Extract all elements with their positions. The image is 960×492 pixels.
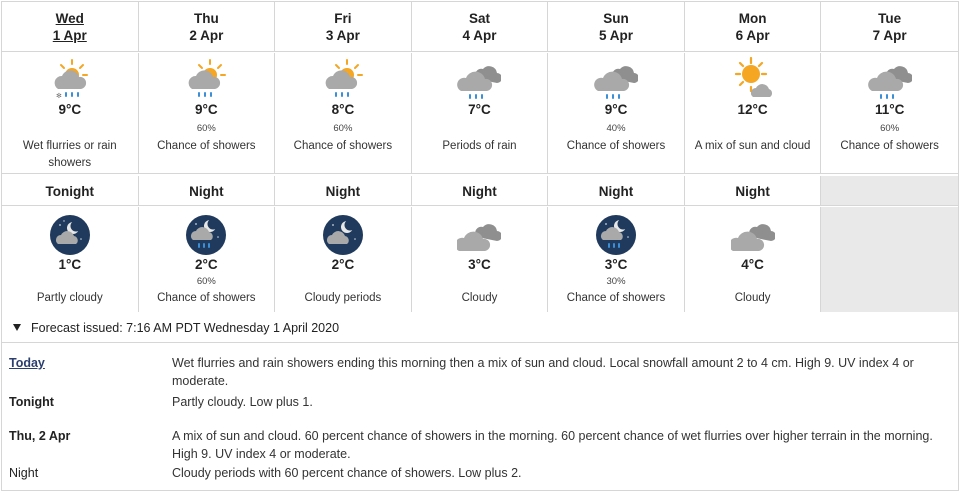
day-header-2 — [275, 2, 412, 51]
cloud-icon — [731, 213, 775, 257]
night-label: Night — [598, 184, 634, 199]
day-name: Sun — [603, 11, 629, 26]
night-header-5 — [685, 176, 822, 205]
night-header-empty — [821, 176, 958, 205]
night-label: Night — [735, 184, 770, 199]
day-forecast-row — [2, 53, 958, 174]
night-header-1 — [139, 176, 276, 205]
night-header-row — [2, 176, 958, 206]
night-header-3 — [412, 176, 549, 205]
precip-chance: 60% — [880, 123, 900, 134]
condition-text: Cloudy — [461, 292, 498, 304]
moon-cloud-icon — [48, 213, 92, 257]
day-cell-6 — [821, 53, 958, 173]
night-forecast-row — [2, 207, 958, 312]
night-low-temp: 3°C — [468, 257, 491, 272]
condition-text: Cloudy periods — [304, 292, 382, 304]
day-header-4 — [548, 2, 685, 51]
period-label: Tonight — [9, 395, 54, 409]
day-date[interactable]: 1 Apr — [52, 28, 87, 43]
cloud-rain-icon — [868, 57, 912, 101]
day-high-temp: 9°C — [195, 102, 218, 117]
day-name: Sat — [468, 11, 490, 26]
precip-chance: 60% — [196, 276, 216, 287]
day-name: Thu — [193, 11, 219, 26]
day-header-5 — [685, 2, 822, 51]
condition-text: Chance of showers — [293, 140, 393, 152]
night-header-4 — [548, 176, 685, 205]
night-low-temp: 2°C — [331, 257, 355, 272]
day-header-1 — [139, 2, 276, 51]
night-cell-4 — [548, 207, 685, 312]
night-cell-0 — [2, 207, 139, 312]
night-low-temp: 1°C — [58, 257, 82, 272]
day-date: 3 Apr — [325, 28, 360, 43]
day-date: 4 Apr — [462, 28, 497, 43]
night-cell-1 — [139, 207, 276, 312]
day-high-temp: 12°C — [737, 102, 768, 117]
day-high-temp: 8°C — [331, 102, 355, 117]
sun-cloud-rain-snow-icon — [48, 57, 92, 101]
day-cell-0 — [2, 53, 139, 173]
condition-text: Chance of showers — [157, 292, 256, 304]
night-low-temp: 3°C — [604, 257, 628, 272]
night-cell-5 — [685, 207, 822, 312]
day-date: 2 Apr — [189, 28, 224, 43]
night-label: Night — [462, 184, 497, 199]
day-name: Tue — [878, 11, 902, 26]
night-label: Tonight — [45, 184, 95, 199]
sun-cloud-icon — [731, 57, 775, 101]
cloud-rain-icon — [457, 57, 501, 101]
day-cell-2 — [275, 53, 412, 173]
condition-text: Partly cloudy — [36, 292, 103, 304]
day-name: Mon — [738, 11, 767, 26]
day-high-temp: 11°C — [874, 102, 905, 117]
day-date: 5 Apr — [599, 28, 634, 43]
day-header-row — [2, 2, 958, 52]
precip-chance: 40% — [606, 123, 626, 134]
condition-text: Cloudy — [734, 292, 771, 304]
period-text: Partly cloudy. Low plus 1. — [172, 395, 313, 409]
day-header-6 — [821, 2, 958, 51]
precip-chance: 60% — [196, 123, 216, 134]
day-name[interactable]: Wed — [55, 11, 84, 26]
forecast-issued-text: Forecast issued: 7:16 AM PDT Wednesday 1 April 2020 — [31, 321, 340, 335]
svg-text:✻: ✻ — [55, 92, 62, 100]
night-header-2 — [275, 176, 412, 205]
night-cell-3 — [412, 207, 549, 312]
moon-cloud-rain-icon — [594, 213, 638, 257]
sun-cloud-rain-icon — [184, 57, 228, 101]
day-high-temp: 9°C — [58, 102, 82, 117]
period-text: Cloudy periods with 60 percent chance of showers. Low plus 2. — [172, 466, 522, 480]
moon-cloud-icon — [321, 213, 365, 257]
condition-text: Periods of rain — [442, 140, 517, 152]
forecast-issued-toggle[interactable] — [2, 313, 958, 343]
day-cell-1 — [139, 53, 276, 173]
period-text: A mix of sun and cloud. 60 percent chance of showers in the morning. 60 percent chance of wet flurries over higher terrain in the morning. High 9. UV index 4 or moderate. — [172, 429, 933, 461]
precip-chance: 60% — [333, 123, 353, 134]
condition-text: Chance of showers — [566, 140, 666, 152]
day-high-temp: 9°C — [604, 102, 628, 117]
night-cell-2 — [275, 207, 412, 312]
night-cell-empty — [821, 207, 958, 312]
night-label: Night — [189, 184, 224, 199]
day-cell-3 — [412, 53, 549, 173]
condition-text: A mix of sun and cloud — [694, 140, 811, 152]
night-label: Night — [325, 184, 361, 199]
moon-cloud-rain-icon — [184, 213, 228, 257]
day-date: 7 Apr — [872, 28, 907, 43]
period-label: Night — [9, 466, 39, 480]
condition-text: Wet flurries or rain showers — [22, 140, 117, 169]
night-low-temp: 4°C — [741, 257, 764, 272]
period-today-link[interactable]: Today — [9, 356, 45, 370]
cloud-icon — [457, 213, 501, 257]
condition-text: Chance of showers — [566, 292, 666, 304]
day-high-temp: 7°C — [468, 102, 491, 117]
day-cell-5 — [685, 53, 822, 173]
day-name: Fri — [334, 11, 352, 26]
precip-chance: 30% — [606, 276, 626, 287]
period-text: Wet flurries and rain showers ending this morning then a mix of sun and cloud. Local snowfall amount 2 to 4 cm. High 9. UV index 4 or moderate. — [172, 356, 914, 388]
cloud-rain-icon — [594, 57, 638, 101]
condition-text: Chance of showers — [840, 140, 939, 152]
night-header-0 — [2, 176, 139, 205]
day-cell-4 — [548, 53, 685, 173]
day-header-0[interactable] — [2, 2, 139, 51]
period-label: Thu, 2 Apr — [9, 429, 71, 443]
night-low-temp: 2°C — [195, 257, 218, 272]
day-date: 6 Apr — [735, 28, 770, 43]
condition-text: Chance of showers — [157, 140, 256, 152]
weather-forecast-panel — [1, 1, 959, 491]
collapse-triangle-icon[interactable] — [13, 324, 21, 331]
day-header-3 — [412, 2, 549, 51]
sun-cloud-rain-icon — [321, 57, 365, 101]
